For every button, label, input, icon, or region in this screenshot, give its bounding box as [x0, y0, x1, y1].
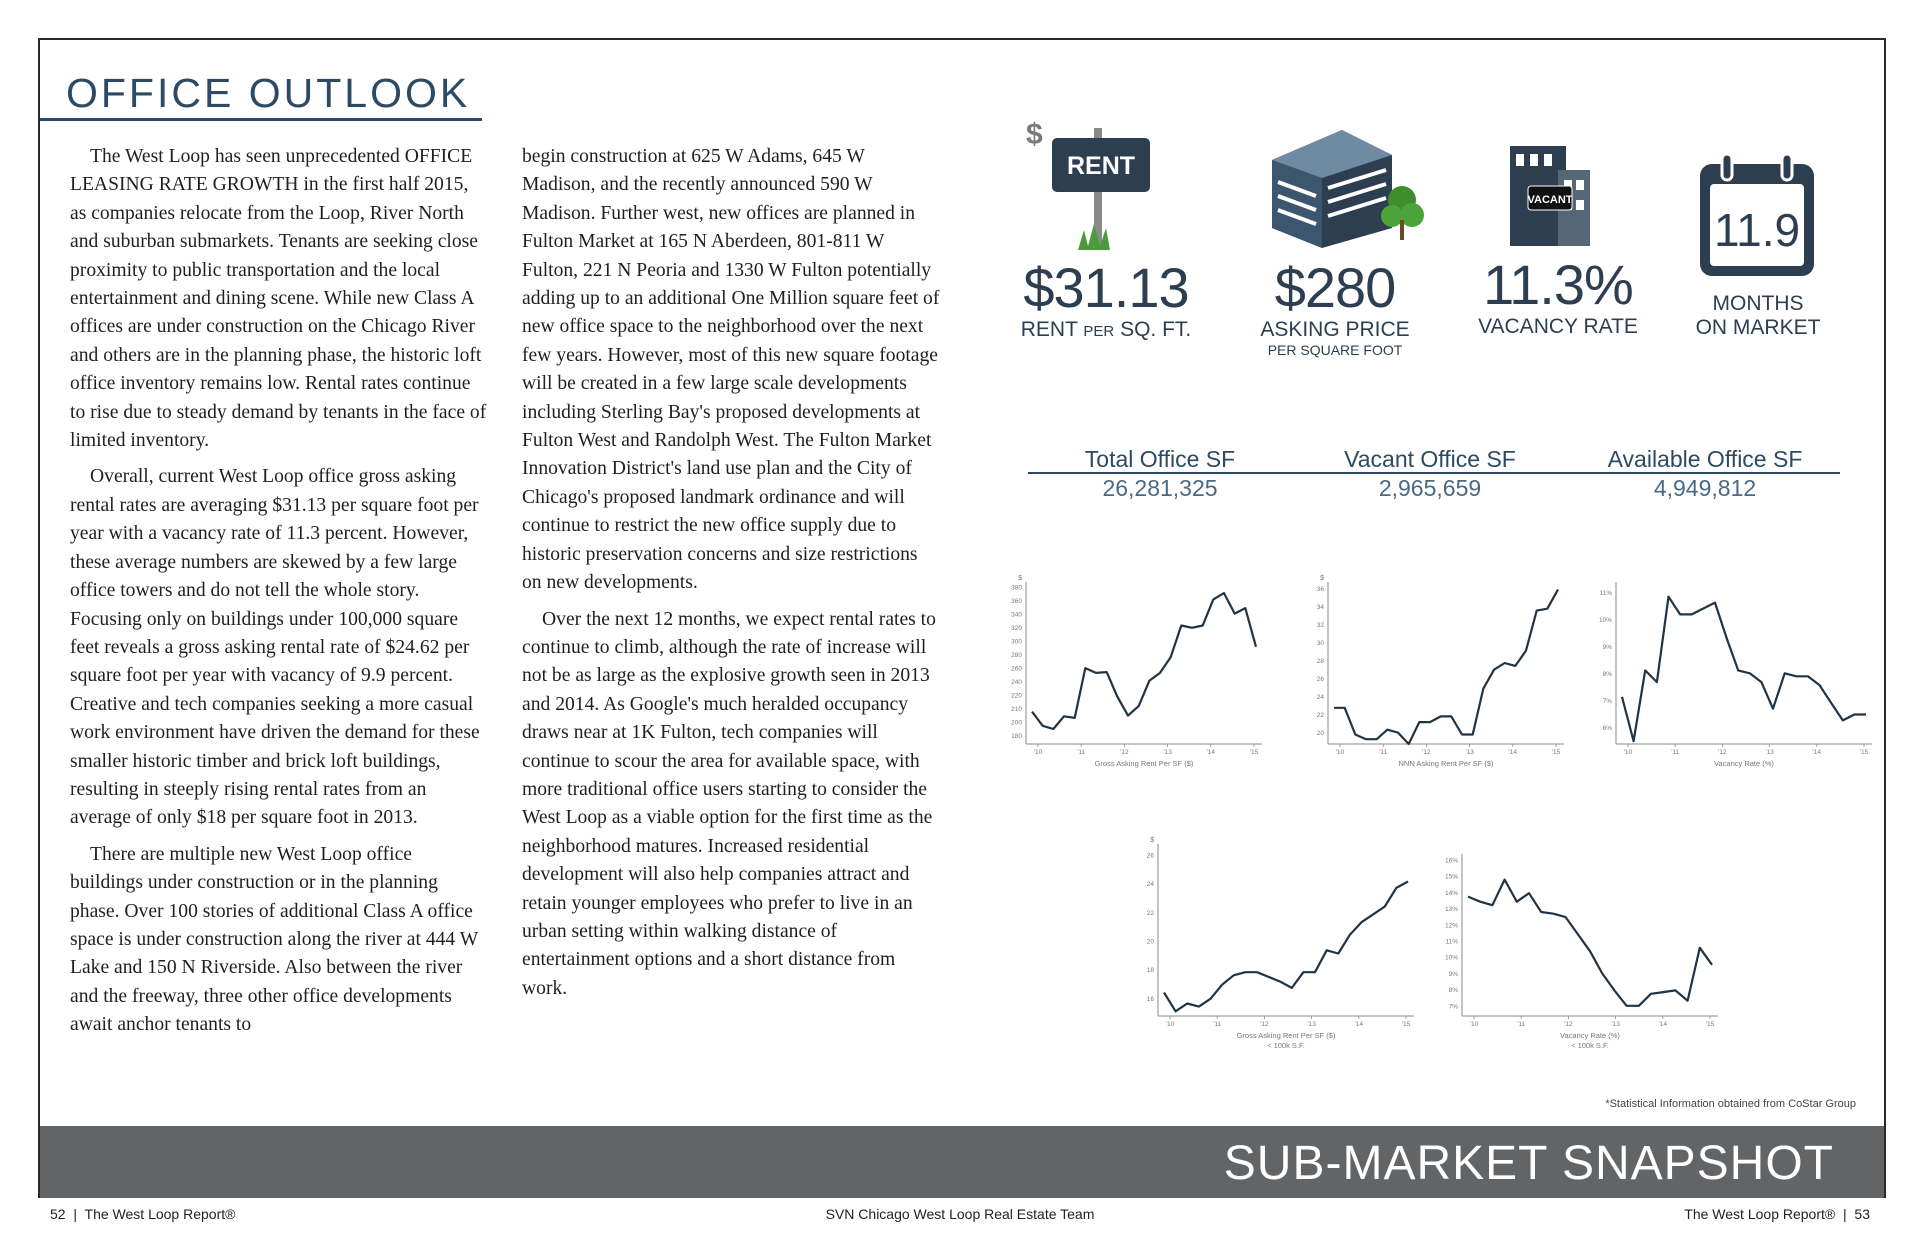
- y-tick-label: 11%: [1599, 589, 1612, 597]
- vacant-building-icon: [1500, 140, 1600, 255]
- y-tick-label: 20: [1316, 730, 1324, 738]
- x-tick-label: '10: [1623, 749, 1633, 756]
- months-label-a: MONTHS: [1712, 292, 1804, 315]
- y-tick-label: 210: [1011, 705, 1022, 713]
- x-tick-label: '12: [1718, 749, 1727, 756]
- y-tick-label: 26: [1146, 852, 1154, 860]
- metric-value-row-2: [1310, 475, 1550, 501]
- footer-center: [0, 1206, 1920, 1222]
- available-office-sf: [1574, 446, 1836, 472]
- x-tick-label: '10: [1335, 749, 1345, 756]
- x-tick-label: '13: [1611, 1021, 1620, 1028]
- rent-value: $31.13: [1023, 256, 1189, 319]
- series-line: [1622, 597, 1866, 741]
- x-tick-label: '11: [1379, 749, 1388, 756]
- footer-separator: |: [1843, 1206, 1847, 1222]
- y-tick-label: 7%: [1602, 697, 1612, 705]
- y-tick-label: 24: [1146, 881, 1154, 889]
- x-tick-label: '10: [1165, 1021, 1175, 1028]
- y-tick-label: 9%: [1602, 643, 1612, 651]
- footer-team: SVN Chicago West Loop Real Estate Team: [825, 1206, 1095, 1222]
- series-line: [1334, 590, 1558, 744]
- y-axis-unit: $: [1320, 575, 1324, 582]
- x-tick-label: '13: [1163, 749, 1172, 756]
- y-tick-label: 15%: [1444, 873, 1458, 881]
- x-tick-label: '15: [1705, 1021, 1715, 1028]
- x-tick-label: '14: [1508, 749, 1518, 756]
- body-column-1: [70, 143, 488, 1048]
- calendar-icon: [1694, 150, 1820, 287]
- chart-subtitle: < 100k S.F.: [1267, 1041, 1305, 1050]
- y-tick-label: 240: [1011, 678, 1022, 686]
- asking-price-stat: [1240, 258, 1430, 358]
- series-line: [1164, 882, 1408, 1012]
- chart-gross-rent: [1000, 568, 1270, 793]
- metric-value-row-1: [1040, 475, 1280, 501]
- paragraph: begin construction at 625 W Adams, 645 W Madison, and the recently announced 590 W Madison. Further west, new offices are planned in Fulton Market at 165 N Aberdeen, 801-811 W Fulton, 221 N Peoria and 1330 W Fulton potentially adding up to an additional One Million square feet of new office space to the neighborhood over the next few years. However, most of this new square footage will be created in a few large scale developments including Sterling Bay's proposed developments at Fulton West and Randolph West. The Fulton Market Innovation District's land use plan and the City of Chicago's proposed landmark ordinance and will continue to restrict the new office supply due to historic preservation concerns and size restrictions on new developments.: [522, 146, 940, 594]
- page-number-right: 53: [1854, 1206, 1870, 1222]
- x-tick-label: '15: [1551, 749, 1561, 756]
- x-tick-label: '12: [1260, 1021, 1269, 1028]
- y-tick-label: 20: [1146, 938, 1154, 946]
- x-tick-label: '11: [1517, 1021, 1526, 1028]
- chart-svg: [1436, 840, 1726, 1060]
- vacancy-label: VACANCY RATE: [1478, 315, 1638, 338]
- series-line: [1032, 593, 1256, 729]
- y-tick-label: 380: [1011, 584, 1022, 592]
- y-tick-label: 13%: [1444, 906, 1458, 914]
- source-footnote: *Statistical Information obtained from CoStar Group: [1605, 1098, 1856, 1110]
- chart-subtitle: < 100k S.F.: [1571, 1041, 1609, 1050]
- y-tick-label: 34: [1316, 604, 1324, 612]
- x-tick-label: '13: [1307, 1021, 1316, 1028]
- metric-value-row-3: [1574, 475, 1836, 501]
- x-tick-label: '14: [1658, 1021, 1668, 1028]
- rent-sign-label: RENT: [1066, 152, 1136, 180]
- rent-stat: [1008, 258, 1204, 344]
- y-tick-label: 280: [1011, 651, 1022, 659]
- y-tick-label: 180: [1011, 732, 1022, 740]
- y-tick-label: 8%: [1602, 670, 1612, 678]
- y-tick-label: 14%: [1444, 889, 1458, 897]
- metrics-divider: [1028, 472, 1840, 474]
- asking-price-label: ASKING PRICE: [1260, 318, 1410, 341]
- x-tick-label: '12: [1564, 1021, 1573, 1028]
- metric-value: 2,965,659: [1378, 475, 1482, 501]
- x-tick-label: '15: [1249, 749, 1259, 756]
- y-tick-label: 360: [1011, 597, 1022, 605]
- chart-title: NNN Asking Rent Per SF ($): [1398, 759, 1494, 768]
- y-tick-label: 6%: [1602, 724, 1612, 732]
- section-title: OFFICE OUTLOOK: [66, 70, 471, 116]
- metric-header: Vacant Office SF: [1344, 446, 1516, 472]
- y-tick-label: 22: [1316, 712, 1324, 720]
- paragraph: Over the next 12 months, we expect rental rates to continue to climb, although the rate of increase will not be as large as the explosive growth seen in 2013 and 2014. As Google's much heralded occupancy draws near at 1K Fulton, tech companies will continue to scour the area for available space, with more traditional office users starting to consider the West Loop as a viable option for the first time as the neighborhood matures. Increased residential development will also help companies attract and retain younger employees who prefer to live in an urban setting within walking distance of entertainment options and a short distance from work.: [522, 608, 936, 999]
- x-tick-label: '11: [1671, 749, 1680, 756]
- footer-title-left: The West Loop Report®: [84, 1206, 236, 1222]
- metric-value: 26,281,325: [1102, 475, 1218, 501]
- chart-title: Vacancy Rate (%): [1714, 759, 1774, 768]
- y-tick-label: 36: [1316, 586, 1324, 594]
- y-tick-label: 10%: [1444, 954, 1458, 962]
- dollar-sign-icon: $: [1026, 118, 1043, 151]
- y-tick-label: 320: [1011, 624, 1022, 632]
- x-tick-label: '13: [1465, 749, 1474, 756]
- y-tick-label: 28: [1316, 658, 1324, 666]
- building-icon: [1252, 120, 1432, 255]
- y-tick-label: 300: [1011, 638, 1022, 646]
- x-tick-label: '15: [1859, 749, 1869, 756]
- total-office-sf: [1040, 446, 1280, 472]
- y-tick-label: 340: [1011, 611, 1022, 619]
- vacant-sign-label: VACANT: [1527, 194, 1573, 206]
- title-underline: [40, 118, 482, 121]
- chart-gross-rent-small: [1132, 830, 1422, 1065]
- y-tick-label: 26: [1316, 676, 1324, 684]
- footer-separator: |: [73, 1206, 77, 1222]
- x-tick-label: '13: [1765, 749, 1774, 756]
- y-tick-label: 16: [1146, 995, 1154, 1003]
- footer-right: [1684, 1206, 1870, 1222]
- rent-label: RENT PER SQ. FT.: [1020, 318, 1192, 341]
- y-tick-label: 8%: [1448, 987, 1458, 995]
- x-tick-label: '12: [1422, 749, 1431, 756]
- series-line: [1468, 880, 1712, 1006]
- chart-title: Gross Asking Rent Per SF ($): [1094, 759, 1194, 768]
- chart-svg: [1000, 568, 1270, 788]
- x-tick-label: '10: [1469, 1021, 1479, 1028]
- y-tick-label: 9%: [1448, 970, 1458, 978]
- months-value: 11.9: [1713, 204, 1801, 256]
- chart-svg: [1132, 830, 1422, 1060]
- vacancy-stat: [1460, 255, 1656, 339]
- x-tick-label: '14: [1812, 749, 1822, 756]
- page-number-left: 52: [50, 1206, 66, 1222]
- y-tick-label: 16%: [1444, 857, 1458, 865]
- rent-sign-icon: [1024, 118, 1164, 263]
- x-tick-label: '12: [1120, 749, 1129, 756]
- y-tick-label: 32: [1316, 622, 1324, 630]
- metric-header: Available Office SF: [1607, 446, 1803, 472]
- x-tick-label: '11: [1213, 1021, 1222, 1028]
- section-banner: [40, 1126, 1884, 1198]
- y-tick-label: 30: [1316, 640, 1324, 648]
- chart-vacancy-small: [1436, 840, 1726, 1065]
- x-tick-label: '14: [1354, 1021, 1364, 1028]
- x-tick-label: '11: [1077, 749, 1086, 756]
- chart-title: Gross Asking Rent Per SF ($): [1236, 1031, 1336, 1040]
- footer-title-right: The West Loop Report®: [1684, 1206, 1836, 1222]
- metric-value: 4,949,812: [1653, 475, 1757, 501]
- paragraph: Overall, current West Loop office gross asking rental rates are averaging $31.13 per square foot per year with a vacancy rate of 11.3 percent. However, these average numbers are skewed by a few large office towers and do not tell the whole story. Focusing only on buildings under 100,000 square feet reveals a gross asking rental rate of $24.62 per square foot per year with vacancy of 9.9 percent. Creative and tech companies seeking a more casual work environment have driven the demand for these smaller historic timber and brick loft buildings, resulting in steeply rising rental rates from an average of only $18 per square foot in 2013.: [70, 466, 480, 829]
- body-column-2: [522, 143, 940, 1011]
- asking-price-value: $280: [1274, 256, 1396, 319]
- x-tick-label: '10: [1033, 749, 1043, 756]
- y-tick-label: 7%: [1448, 1003, 1458, 1011]
- asking-price-sub: PER SQUARE FOOT: [1267, 342, 1403, 358]
- chart-vacancy: [1590, 568, 1880, 793]
- vacant-office-sf: [1310, 446, 1550, 472]
- chart-nnn-rent: [1302, 568, 1572, 793]
- y-tick-label: 260: [1011, 665, 1022, 673]
- metric-header: Total Office SF: [1084, 446, 1236, 472]
- y-tick-label: 10%: [1598, 616, 1612, 624]
- y-tick-label: 220: [1011, 692, 1022, 700]
- y-tick-label: 18: [1146, 967, 1154, 975]
- months-label-b: ON MARKET: [1695, 316, 1821, 339]
- chart-svg: [1302, 568, 1572, 788]
- y-tick-label: 11%: [1445, 938, 1458, 946]
- x-tick-label: '14: [1206, 749, 1216, 756]
- banner-title: SUB-MARKET SNAPSHOT: [1223, 1137, 1834, 1190]
- x-tick-label: '15: [1401, 1021, 1411, 1028]
- y-axis-unit: $: [1018, 575, 1022, 582]
- y-tick-label: 200: [1011, 719, 1022, 727]
- chart-title: Vacancy Rate (%): [1560, 1031, 1620, 1040]
- paragraph: There are multiple new West Loop office buildings under construction or in the planning phase. Over 100 stories of additional Class A office space is under construction along the river at 444 W Lake and 150 N Riverside. Also between the river and the freeway, three other office developments await anchor tenants to: [70, 843, 478, 1036]
- y-tick-label: 12%: [1444, 922, 1458, 930]
- y-tick-label: 22: [1146, 909, 1154, 917]
- y-axis-unit: $: [1150, 837, 1154, 844]
- months-stat: [1668, 292, 1848, 340]
- y-tick-label: 24: [1316, 694, 1324, 702]
- paragraph: The West Loop has seen unprecedented OFFICE LEASING RATE GROWTH in the first half 2015, as companies relocate from the Loop, River North and suburban submarkets. Tenants are seeking close proximity to public transportation and the local entertainment and dining scene. While new Class A offices are under construction on the Chicago River and others are in the planning phase, the historic loft office inventory remains low. Rental rates continue to rise due to steady demand by tenants in the face of limited inventory.: [70, 146, 487, 452]
- chart-svg: [1590, 568, 1880, 788]
- vacancy-value: 11.3%: [1483, 253, 1633, 316]
